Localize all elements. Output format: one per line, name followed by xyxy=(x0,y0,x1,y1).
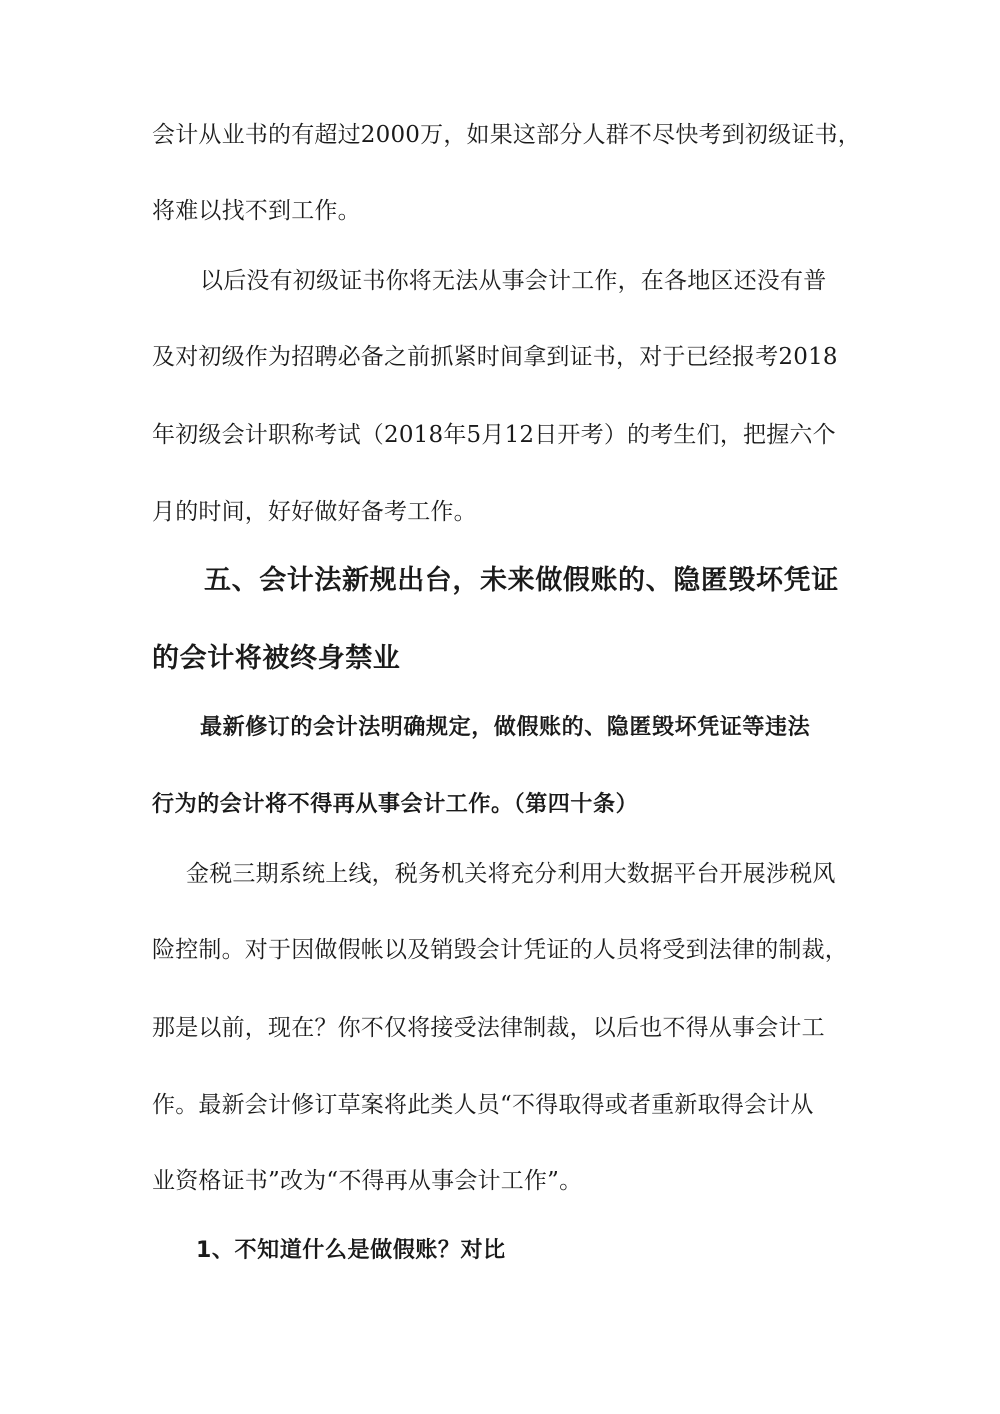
subheading: 1、不知道什么是做假账？对比 xyxy=(196,1238,506,1263)
paragraph-line: 业资格证书”改为“不得再从事会计工作”。 xyxy=(152,1168,583,1194)
bold-paragraph-line: 行为的会计将不得再从事会计工作。（第四十条） xyxy=(152,792,639,817)
paragraph-line: 及对初级作为招聘必备之前抓紧时间拿到证书，对于已经报考2018 xyxy=(152,344,838,370)
bold-paragraph-line: 最新修订的会计法明确规定，做假账的、隐匿毁坏凭证等违法 xyxy=(200,715,811,740)
paragraph-line: 将难以找不到工作。 xyxy=(152,198,361,224)
paragraph-line: 作。最新会计修订草案将此类人员“不得取得或者重新取得会计从 xyxy=(152,1092,814,1118)
paragraph-line: 金税三期系统上线，税务机关将充分利用大数据平台开展涉税风 xyxy=(186,861,836,887)
paragraph-line: 会计从业书的有超过2000万，如果这部分人群不尽快考到初级证书， xyxy=(152,122,861,148)
paragraph-line: 月的时间，好好做好备考工作。 xyxy=(152,499,477,525)
paragraph-line: 那是以前，现在？你不仅将接受法律制裁，以后也不得从事会计工 xyxy=(152,1015,825,1041)
section-heading-line: 五、会计法新规出台，未来做假账的、隐匿毁坏凭证 xyxy=(204,565,839,596)
paragraph-line: 以后没有初级证书你将无法从事会计工作，在各地区还没有普 xyxy=(200,268,827,294)
paragraph-line: 险控制。对于因做假帐以及销毁会计凭证的人员将受到法律的制裁， xyxy=(152,937,848,963)
paragraph-line: 年初级会计职称考试（2018年5月12日开考）的考生们，把握六个 xyxy=(152,422,836,448)
section-heading-line: 的会计将被终身禁业 xyxy=(152,643,401,674)
